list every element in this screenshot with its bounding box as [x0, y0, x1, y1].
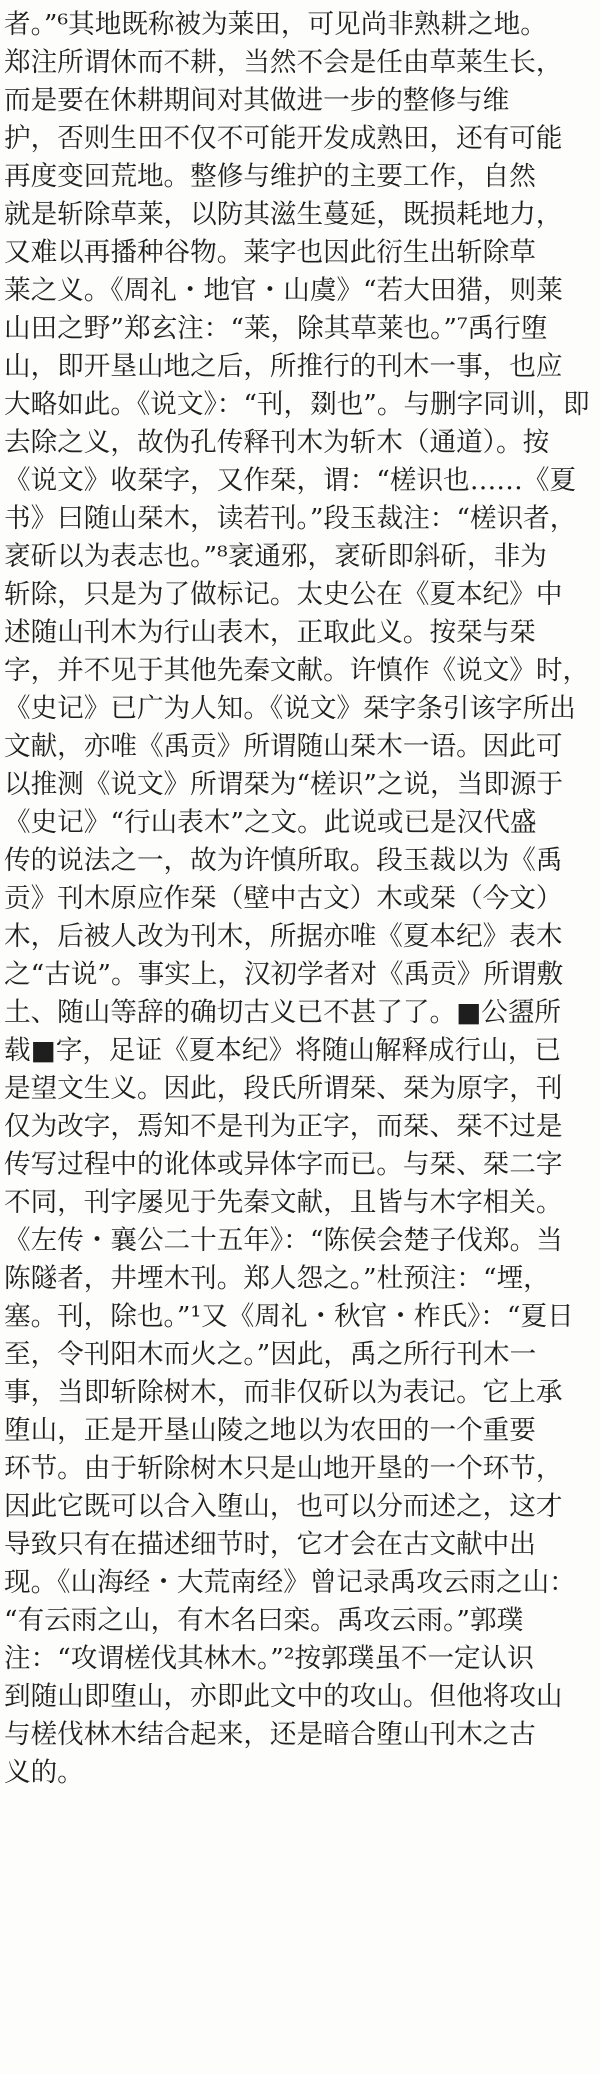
text-line: 陈隧者，井堙木刊。郑人怨之。”杜预注：“堙， [4, 1263, 550, 1294]
text-line: 土、随山等辞的确切古义已不甚了了。■公盨所 [4, 997, 562, 1028]
text-line: 《说文》收栞字，又作栞，谓：“槎识也……《夏 [4, 465, 577, 496]
text-line: 衺斫以为表志也。”⁸衺通邪，衺斫即斜斫，非为 [4, 541, 547, 572]
text-line: 又难以再播种谷物。莱字也因此衍生出斩除草 [4, 237, 536, 268]
text-line: 山，即开垦山地之后，所推行的刊木一事，也应 [4, 351, 563, 382]
text-line: 《左传・襄公二十五年》：“陈侯会楚子伐郑。当 [4, 1225, 563, 1256]
text-line: 到随山即堕山，亦即此文中的攻山。但他将攻山 [4, 1681, 563, 1712]
text-line: 事，当即斩除树木，而非仅斫以为表记。它上承 [4, 1377, 563, 1408]
text-line: 环节。由于斩除树木只是山地开垦的一个环节， [4, 1453, 563, 1484]
text-line: 导致只有在描述细节时，它才会在古文献中出 [4, 1529, 536, 1560]
text-line: 堕山，正是开垦山陵之地以为农田的一个重要 [4, 1415, 536, 1446]
text-line: 述随山刊木为行山表木，正取此义。按栞与栞 [4, 617, 536, 648]
text-line: “有云雨之山，有木名曰栾。禹攻云雨。”郭璞 [4, 1605, 524, 1636]
text-line: 传的说法之一，故为许慎所取。段玉裁以为《禹 [4, 845, 563, 876]
text-line: 木，后被人改为刊木，所据亦唯《夏本纪》表木 [4, 921, 563, 952]
text-line: 因此它既可以合入堕山，也可以分而述之，这才 [4, 1491, 563, 1522]
text-line: 仅为改字，焉知不是刊为正字，而栞、栞不过是 [4, 1111, 563, 1142]
text-line: 不同，刊字屡见于先秦文献，且皆与木字相关。 [4, 1187, 563, 1218]
text-line: 而是要在休耕期间对其做进一步的整修与维 [4, 85, 510, 116]
text-line: 是望文生义。因此，段氏所谓栞、栞为原字，刊 [4, 1073, 563, 1104]
text-line: 义的。 [4, 1757, 84, 1788]
text-line: 护，否则生田不仅不可能开发成熟田，还有可能 [4, 123, 563, 154]
text-line: 《史记》“行山表木”之文。此说或已是汉代盛 [4, 807, 537, 838]
text-line: 载■字，足证《夏本纪》将随山解释成行山，已 [4, 1035, 562, 1066]
text-line: 贡》刊木原应作栞（壁中古文）木或栞（今文） [4, 883, 563, 914]
text-line: 以推测《说文》所谓栞为“槎识”之说，当即源于 [4, 769, 564, 800]
text-line: 再度变回荒地。整修与维护的主要工作，自然 [4, 161, 536, 192]
body-text [4, 6, 594, 1792]
text-line: 《史记》已广为人知。《说文》栞字条引该字所出 [4, 693, 576, 724]
text-line: 大略如此。《说文》：“刊，剟也”。与删字同训，即 [4, 389, 590, 420]
text-line: 之“古说”。事实上，汉初学者对《禹贡》所谓敷 [4, 959, 564, 990]
text-line: 与槎伐林木结合起来，还是暗合堕山刊木之古 [4, 1719, 536, 1750]
text-line: 字，并不见于其他先秦文献。许慎作《说文》时， [4, 655, 590, 686]
text-line: 书》曰随山栞木，读若刊。”段玉裁注：“槎识者， [4, 503, 577, 534]
text-line: 去除之义，故伪孔传释刊木为斩木（通道）。按 [4, 427, 550, 458]
text-line: 传写过程中的讹体或异体字而已。与栞、栞二字 [4, 1149, 563, 1180]
text-line: 注：“攻谓槎伐其林木。”²按郭璞虽不一定认识 [4, 1643, 534, 1674]
text-line: 者。”⁶其地既称被为莱田，可见尚非熟耕之地。 [4, 9, 547, 40]
text-line: 文献，亦唯《禹贡》所谓随山栞木一语。因此可 [4, 731, 563, 762]
text-line: 斩除，只是为了做标记。太史公在《夏本纪》中 [4, 579, 563, 610]
text-line: 至，令刊阳木而火之。”因此，禹之所行刊木一 [4, 1339, 537, 1370]
text-line: 塞。刊，除也。”¹又《周礼・秋官・柞氏》：“夏日 [4, 1301, 574, 1332]
text-line: 山田之野”郑玄注：“莱，除其草莱也。”⁷禹行堕 [4, 313, 548, 344]
text-line: 莱之义。《周礼・地官・山虞》“若大田猎，则莱 [4, 275, 563, 306]
text-line: 郑注所谓休而不耕，当然不会是任由草莱生长， [4, 47, 563, 78]
text-line: 就是斩除草莱，以防其滋生蔓延，既损耗地力， [4, 199, 563, 230]
text-line: 现。《山海经・大荒南经》曾记录禹攻云雨之山： [4, 1567, 576, 1598]
